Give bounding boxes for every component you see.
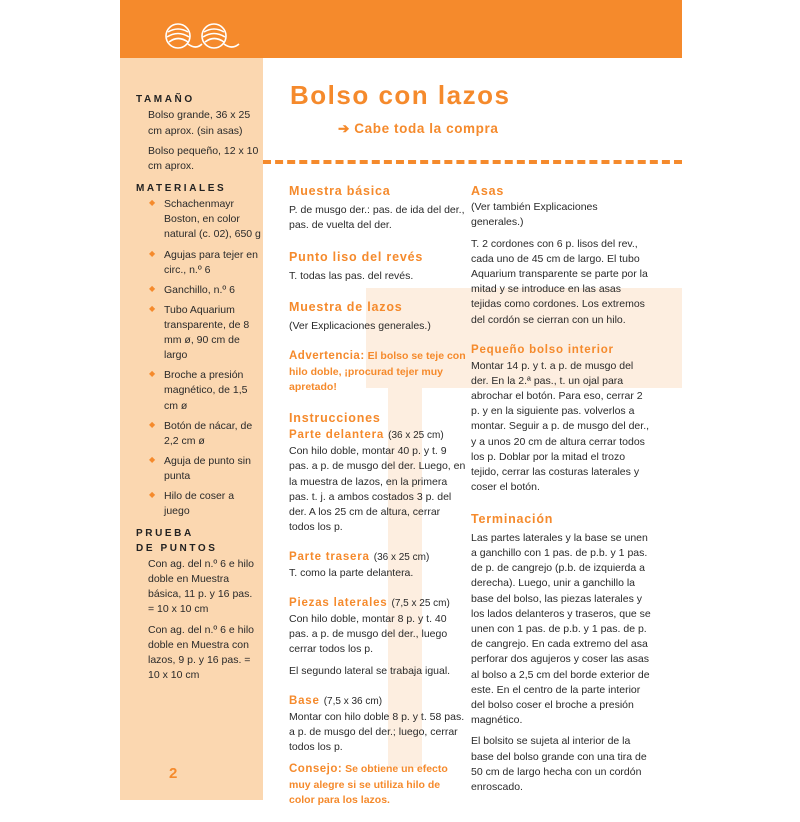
page-number: 2 (169, 765, 178, 782)
finishing-heading: Terminación (471, 511, 554, 526)
material-item: ◆ Ganchillo, n.º 6 (136, 283, 261, 298)
front-heading (289, 427, 467, 444)
inner-bag-text: Montar 14 p. y t. a p. de musgo del der. En la 2.ª pas., t. un ojal para abrochar el botón. Para eso, cerrar 2 p. y en la siguiente pas. volverlos a montar. Seguir a p. de musgo del der., y a unos 20 cm de altura cerrar todos los p. Doblar por la mitad el trozo tejido, cerrar las costuras laterales y coser el botón. (471, 359, 650, 494)
material-item: ◆ Schachenmayr Boston, en color natural (c. 02), 650 g (136, 197, 261, 242)
bows-pattern-heading: Muestra de lazos (289, 299, 403, 314)
front-heading-label: Parte delantera (289, 429, 385, 442)
handles-heading: Asas (471, 184, 505, 198)
sides-text: Con hilo doble, montar 8 p. y t. 40 pas. a p. de musgo del der., luego cerrar todos los p. (289, 613, 448, 656)
front-size: (36 x 25 cm) (388, 430, 444, 442)
back-heading-label: Parte trasera (289, 551, 370, 564)
basic-pattern-text: P. de musgo der.: pas. de ida del der., pas. de vuelta del der. (289, 204, 465, 232)
gauge-basic: Con ag. del n.º 6 e hilo doble en Muestra básica, 11 p. y 16 pas. = 10 x 10 cm (148, 558, 254, 616)
size-heading: TAMAÑO (136, 94, 195, 105)
right-column (471, 182, 651, 809)
tip-label: Consejo: (289, 763, 343, 776)
reverse-stitch-text: T. todas las pas. del revés. (289, 269, 414, 282)
inner-bag-heading: Pequeño bolso interior (471, 343, 614, 356)
handles-text: T. 2 cordones con 6 p. lisos del rev., cada uno de 45 cm de largo. El tubo Aquarium transparente se parte por la mitad y se introduce en las asas tejidas como cordones. Los extremos del cordón se cierran con un hilo. (471, 237, 648, 326)
sides-heading (289, 595, 467, 612)
left-column (289, 182, 467, 822)
materials-heading: MATERIALES (136, 182, 227, 194)
basic-pattern-heading: Muestra básica (289, 184, 391, 198)
page-title: Bolso con lazos (290, 80, 511, 110)
base-heading (289, 693, 467, 710)
gauge-heading: PRUEBA (136, 528, 194, 540)
material-item: ◆ Broche a presión magnético, de 1,5 cm ø (136, 368, 261, 413)
sides-size: (7,5 x 25 cm) (391, 598, 450, 610)
handles-note: (Ver también Explicaciones generales.) (471, 201, 598, 229)
back-size: (36 x 25 cm) (373, 552, 430, 564)
bows-pattern-text: (Ver Explicaciones generales.) (289, 320, 431, 333)
back-heading (289, 549, 467, 566)
tip-text: Se obtiene un efecto muy alegre si se utiliza hilo de color para los lazos. (289, 763, 448, 807)
reverse-stitch-heading: Punto liso del revés (289, 249, 424, 264)
sidebar (120, 58, 263, 800)
sides-heading-label: Piezas laterales (289, 597, 388, 610)
finishing-text: Las partes laterales y la base se unen a ganchillo con 1 pas. de p.b. y 1 pas. de p. de cangrejo (p.b. de izquierda a derecha). Luego, unir a ganchillo la base del bolso, las piezas laterales y los lados delanteros y traseros, que se unen con 1 pas. de p.b. y 1 pas. de p. de cangrejo. En cada extremo del asa perforar dos agujeros y coser las asas al bolso a 2,5 cm del borde exterior de este. En el centro de la parte interior del bolso coser el broche a presión magnético. (471, 531, 651, 727)
dashed-divider (263, 160, 682, 164)
gauge-heading-2: DE PUNTOS (136, 542, 218, 554)
base-text: Montar con hilo doble 8 p. y t. 58 pas. a p. de musgo del der.; luego, cerrar todos los p. (289, 710, 465, 754)
material-item: ◆ Botón de nácar, de 2,2 cm ø (136, 419, 261, 449)
gauge-bows: Con ag. del n.º 6 e hilo doble en Muestra con lazos, 9 p. y 16 pas. = 10 x 10 cm (148, 623, 254, 681)
material-item: ◆ Agujas para tejer en circ., n.º 6 (136, 248, 261, 278)
warning-note (289, 348, 467, 395)
instructions-heading: Instrucciones (289, 411, 381, 426)
warning-text: El bolso se teje con hilo doble, ¡procurad tejer muy apretado! (289, 350, 466, 394)
tip-note (289, 761, 467, 808)
material-item: ◆ Tubo Aquarium transparente, de 8 mm ø, 90 cm de largo (136, 303, 261, 363)
sides-text-2: El segundo lateral se trabaja igual. (289, 664, 451, 677)
front-text: Con hilo doble, montar 40 p. y t. 9 pas. a p. de musgo del der. Luego, en la muestra de lazos, en la primera pas. t. j. a ambos costados 3 p. del der. A los 25 cm de altura, cerrar todos los p. (289, 445, 466, 534)
base-heading-label: Base (289, 694, 320, 707)
page-subtitle: ➔ Cabe toda la compra (338, 121, 499, 136)
finishing-text-2: El bolsito se sujeta al interior de la base del bolso grande con una tira de 50 cm de largo hecha con un cordón enroscado. (471, 735, 647, 794)
size-small: Bolso pequeño, 12 x 10 cm aprox. (148, 144, 259, 172)
book-page (120, 0, 682, 807)
yarn-balls-icon (162, 20, 242, 54)
material-item: ◆ Hilo de coser a juego (136, 489, 261, 519)
base-size: (7,5 x 36 cm) (323, 695, 383, 707)
back-text: T. como la parte delantera. (289, 567, 414, 580)
size-large: Bolso grande, 36 x 25 cm aprox. (sin asas) (148, 109, 251, 137)
materials-list (136, 197, 261, 519)
material-item: ◆ Aguja de punto sin punta (136, 454, 261, 484)
warning-label: Advertencia: (289, 350, 365, 363)
